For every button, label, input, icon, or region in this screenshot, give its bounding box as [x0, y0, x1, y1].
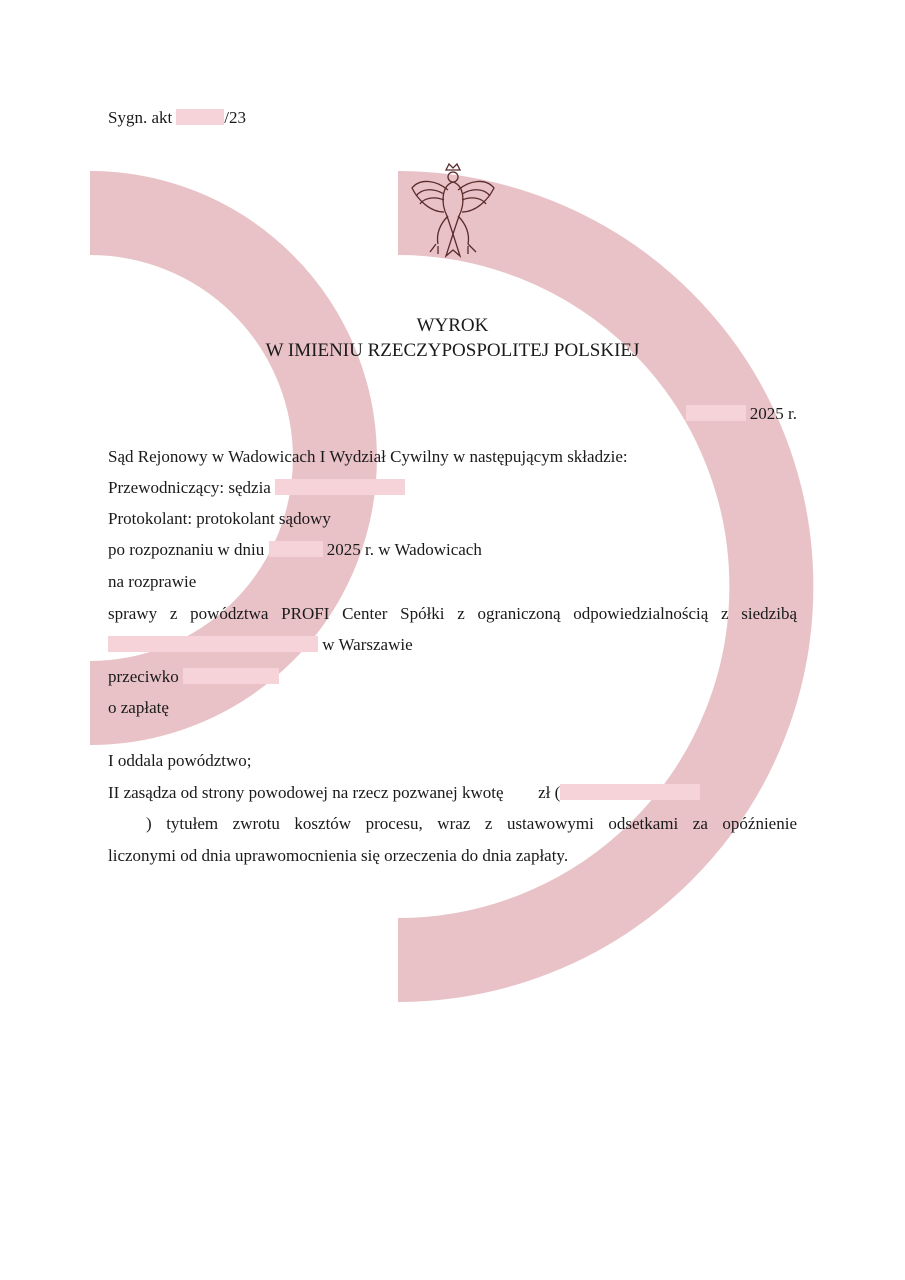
plaintiff-seat [108, 635, 413, 655]
hearing-prefix: po rozpoznaniu w dniu [108, 540, 265, 559]
case-parties: sprawy z powództwa PROFI Center Spółki z ograniczoną odpowiedzialnością z siedzibą [108, 604, 797, 623]
polish-eagle-emblem [408, 160, 498, 264]
presiding-label: Przewodniczący: sędzia [108, 478, 271, 497]
judgment-date [686, 404, 797, 424]
presiding-judge [108, 478, 405, 498]
redaction-box [686, 405, 746, 421]
against-label: przeciwko [108, 667, 179, 686]
signature-label: Sygn. akt [108, 108, 173, 127]
judgment-title: WYROK [416, 315, 489, 336]
plaintiff-city: w Warszawie [322, 635, 413, 654]
ruling-point-2-text: II zasądza od strony powodowej na rzecz pozwanej kwotę [108, 783, 504, 802]
redaction-box [176, 109, 224, 125]
redaction-box [508, 784, 534, 800]
date-tail: 2025 r. [749, 404, 797, 423]
ruling-point-2-end: liczonymi od dnia uprawomocnienia się orzeczenia do dnia zapłaty. [108, 846, 569, 865]
currency-label: zł ( [538, 783, 561, 802]
hearing-date [108, 540, 482, 560]
hearing-type: na rozprawie [108, 572, 197, 591]
hearing-suffix: 2025 r. w Wadowicach [326, 540, 482, 559]
ruling-point-1: I oddala powództwo; [108, 751, 252, 770]
ruling-point-2 [108, 783, 700, 803]
court-composition: Sąd Rejonowy w Wadowicach I Wydział Cywilny w następującym składzie: [108, 447, 628, 466]
redaction-box [269, 541, 323, 557]
redaction-box [560, 784, 700, 800]
case-signature [108, 108, 246, 128]
ruling-point-2-cont-text: ) tytułem zwrotu kosztów procesu, wraz z ustawowymi odsetkami za opóźnienie [146, 814, 797, 833]
redaction-box [108, 814, 146, 830]
judgment-subtitle: W IMIENIU RZECZYPOSPOLITEJ POLSKIEJ [265, 340, 640, 361]
ruling-point-2-continuation [108, 814, 797, 834]
court-clerk: Protokolant: protokolant sądowy [108, 509, 331, 528]
redaction-box [108, 636, 318, 652]
case-subject: o zapłatę [108, 698, 169, 717]
redaction-box [275, 479, 405, 495]
signature-tail: /23 [224, 108, 246, 127]
redaction-box [183, 668, 279, 684]
defendant [108, 667, 279, 687]
